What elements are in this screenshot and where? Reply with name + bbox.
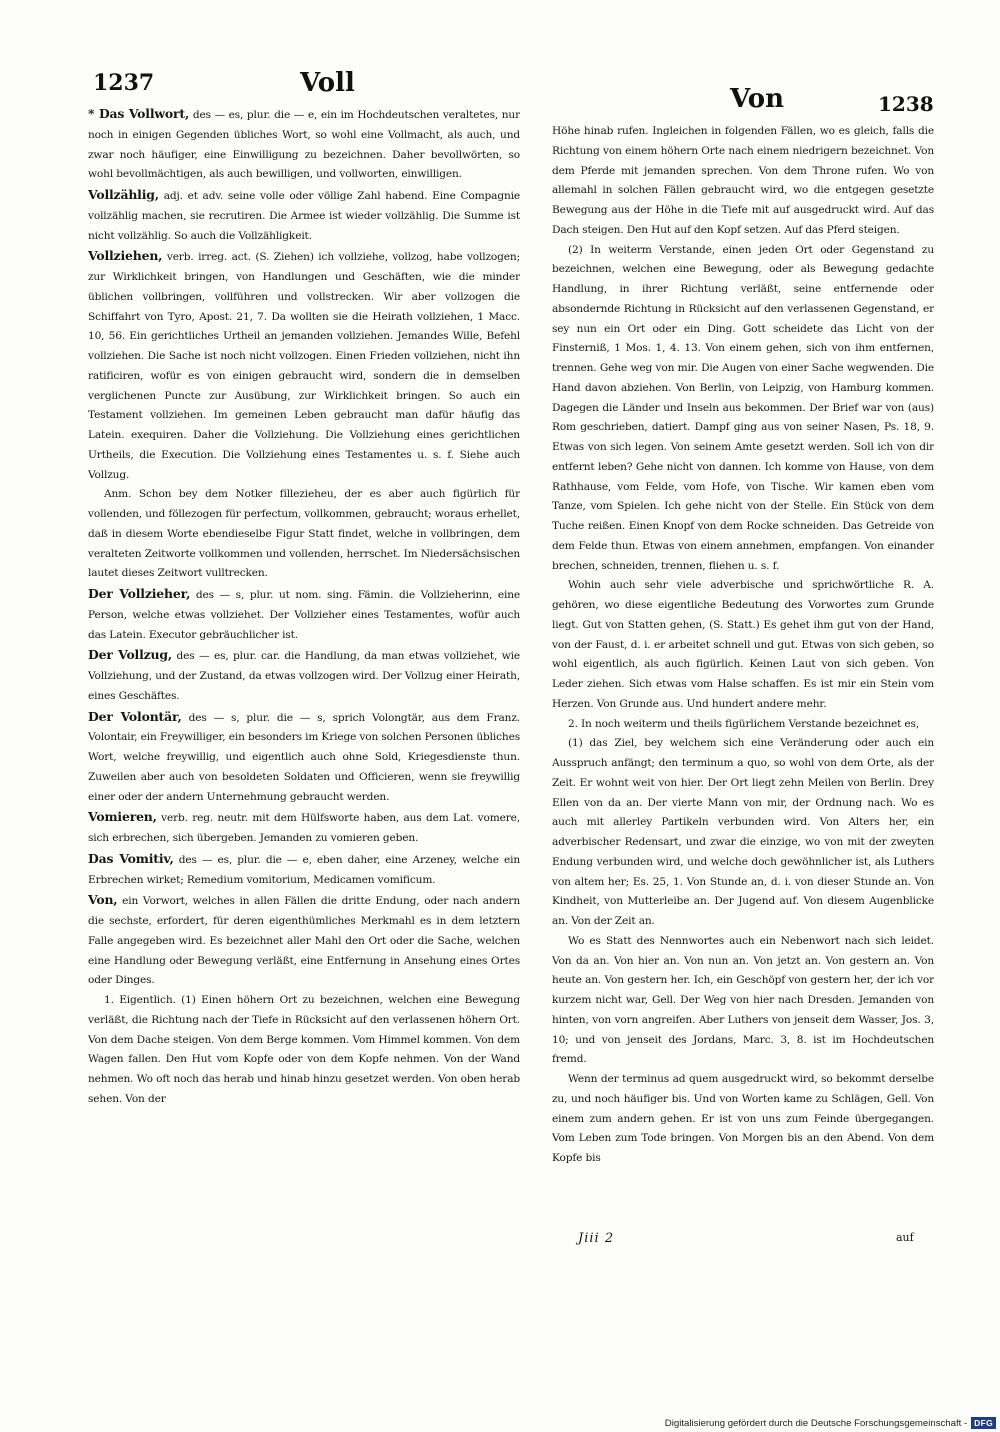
entry-text: verb. reg. neutr. mit dem Hülfsworte haben, aus dem Lat. vomere, sich erbrechen, sich übergeben. Jemanden zu vomieren geben. — [88, 812, 520, 844]
left-column-entry — [88, 584, 520, 645]
right-column-entry — [552, 932, 934, 1070]
running-head-left: Voll — [300, 68, 355, 98]
entry-text: Höhe hinab rufen. Ingleichen in folgenden Fällen, wo es gleich, falls die Richtung von einem höhern Orte nach einem niedrigern bezeichnet. Von dem Pferde mit jemanden sprechen. Von dem Throne rufen. Wo von allemahl in solchen Fällen gebraucht wird, wo die entgegen gesetzte Bewegung aus der Höhe in die Tiefe mit auf ausgedruckt wird. Auf das Dach steigen. Den Hut auf den Kopf setzen. Auf das Pferd steigen. — [552, 125, 934, 236]
left-column-entry — [88, 707, 520, 808]
right-column-entry — [552, 715, 934, 735]
left-column-entry — [88, 991, 520, 1110]
entry-text: 1. Eigentlich. (1) Einen höhern Ort zu bezeichnen, welchen eine Bewegung verläßt, die Richtung nach der Tiefe in Rücksicht auf den verlassenen höhern Ort. Von dem Dache steigen. Von dem Berge kommen. Vom Himmel kommen. Von dem Wagen fallen. Den Hut vom Kopfe oder von dem Kopfe nehmen. Von der Wand nehmen. Wo oft noch das herab und hinab hinzu gesetzet werden. Von oben herab sehen. Von der — [88, 994, 520, 1105]
entry-headword: * Das Vollwort, — [88, 106, 190, 121]
footer-text: Digitalisierung gefördert durch die Deutsche Forschungsgemeinschaft - — [664, 1417, 968, 1429]
entry-headword: Vomieren, — [88, 809, 157, 825]
left-column-entry — [88, 645, 520, 706]
left-column-entry — [88, 185, 520, 246]
entry-text: verb. irreg. act. (S. Ziehen) ich vollziehe, vollzog, habe vollzogen; zur Wirklichkeit bringen, von Handlungen und Geschäften, wie die minder üblichen vollbringen, vollführen und vollstrecken. Wir aber vollzogen die Schiffahrt von Tyro, Apost. 21, 7. Da wollten sie die Heirath vollziehen, 1 Macc. 10, 56. Ein gerichtliches Urtheil an jemanden vollziehen. Jemandes Wille, Befehl vollziehen. Die Sache ist noch nicht vollzogen. Einen Frieden vollziehen, nicht ihn ratificiren, wofür es von einigen gebraucht wird, sondern die in demselben verglichenen Puncte zur Ausübung, zur Wirklichkeit bringen. So auch ein Testament vollziehen. Im gemeinen Leben gebraucht man dafür häufig das Latein. exequiren. Daher die Vollziehung. Die Vollziehung eines gerichtlichen Urtheils, die Execution. Die Vollziehung eines Testamentes u. s. f. Siehe auch Vollzug. — [88, 251, 520, 481]
right-column-entry — [552, 122, 934, 241]
catchword: auf — [896, 1231, 914, 1244]
right-column — [552, 122, 934, 1232]
entry-text: 2. In noch weiterm und theils figürlichem Verstande bezeichnet es, — [568, 717, 920, 730]
left-column-entry — [88, 807, 520, 849]
entry-headword: Der Vollzieher, — [88, 586, 191, 601]
entry-text: Wohin auch sehr viele adverbische und sprichwörtliche R. A. gehören, wo diese eigentliche Bedeutung des Vorwortes zum Grunde liegt. Gut von Statten gehen, (S. Statt.) Es gehet ihm gut von der Hand, von der Faust, d. i. er arbeitet schnell und gut. Etwas von sich geben, so wohl eigentlich, als auch figürlich. Keinen Laut von sich geben. Von Leder ziehen. Sich etwas vom Halse schaffen. Es ist mir ein Stein vom Herzen. Von Grunde aus. Und hundert andere mehr. — [552, 579, 934, 710]
entry-text: Wenn der terminus ad quem ausgedruckt wird, so bekommt derselbe zu, und noch häufiger bis. Und von Worten kame zu Schlägen, Gell. Von einem zum andern gehen. Er ist von uns zum Feinde übergegangen. Vom Leben zum Tode bringen. Von Morgen bis an den Abend. Von dem Kopfe bis — [552, 1073, 934, 1164]
right-column-entry — [552, 734, 934, 932]
digitization-footer — [600, 1416, 996, 1430]
left-column-entry — [88, 246, 520, 485]
page-number-left: 1237 — [93, 70, 155, 96]
right-column-entry — [552, 1070, 934, 1169]
entry-text: Wo es Statt des Nennwortes auch ein Nebenwort nach sich leidet. Von da an. Von hier an. Von nun an. Von jetzt an. Von gestern an. Von heute an. Von gestern her. Ich, ein Geschöpf von gestern her, der ich vor kurzem nicht war, Gell. Der Weg von hier nach Dresden. Jemanden von hinten, von vorn angreifen. Aber Luthers von jenseit dem Wasser, Jos. 3, 10; und von jenseit des Jordans, Marc. 3, 8. ist im Hochdeutschen fremd. — [552, 934, 934, 1066]
entry-text: (2) In weiterm Verstande, einen jeden Ort oder Gegenstand zu bezeichnen, welchen eine Bewegung, oder als Bewegung gedachte Handlung, in ihrer Richtung verläßt, seine entfernende oder absondernde Richtung in Rücksicht auf den verlassenen Gegenstand, er sey nun ein Ort oder ein Ding. Gott scheidete das Licht von der Finsterniß, 1 Mos. 1, 4. 13. Von einem gehen, sich von ihm entfernen, trennen. Gehe weg von mir. Die Augen von einer Sache wegwenden. Die Hand davon abziehen. Von Berlin, von Leipzig, von Hamburg kommen. Dagegen die Länder und Inseln aus bekommen. Der Brief war von (aus) Rom geschrieben, datiert. Dampf ging aus von seiner Nasen, Ps. 18, 9. Etwas von sich legen. Von seinem Amte gesetzt werden. Soll ich von dir entfernt leben? Gehe nicht von dannen. Ich komme von Hause, von dem Rathhause, vom Felde, vom Hofe, von Tische. Wir kamen eben vom Tanze, vom Spielen. Ich gehe nicht von der Stelle. Ein Stück von dem Tuche reißen. Einen Knopf von dem Rocke schneiden. Das Getreide von dem Felde thun. Etwas von einem annehmen, empfangen. Von einander brechen, schneiden, trennen, fliehen u. s. f. — [552, 243, 934, 572]
entry-text: ein Vorwort, welches in allen Fällen die dritte Endung, oder nach andern die sechste, erfordert, für deren eigenthümliches Merkmahl es in dem letztern Falle angegeben wird. Es bezeichnet aller Mahl den Ort oder die Sache, welchen eine Handlung oder Bewegung verläßt, eine Entfernung in Ansehung eines Ortes oder Dinges. — [88, 895, 520, 987]
entry-headword: Vollziehen, — [88, 248, 163, 264]
entry-text: des — s, plur. die — s, sprich Volongtär, aus dem Franz. Volontair, ein Freywilliger, ein besonders im Kriege von solchen Personen übliches Wort, welche freywillig, und eigentlich auch ohne Sold, Kriegesdienste thun. Zuweilen aber auch von besoldeten Soldaten und Officieren, wenn sie freywillig einer oder der andern Unternehmung gebraucht werden. — [88, 711, 520, 803]
left-column-entry — [88, 104, 520, 185]
signature-mark: Jiii 2 — [578, 1231, 615, 1246]
entry-headword: Der Vollzug, — [88, 647, 173, 663]
entry-headword: Das Vomitiv, — [88, 850, 174, 866]
entry-text: Anm. Schon bey dem Notker fillezieheu, der es aber auch figürlich für vollenden, und föllezogen für perfectum, vollkommen, gebraucht; woraus erhellet, daß in diesem Worte ebendieselbe Figur Statt findet, welche in vollbringen, dem veralteten Zeitworte vollkommen und vollenden, herrschet. Im Niedersächsischen lautet dieses Zeitwort vulltrecken. — [88, 488, 520, 580]
entry-text: des — es, plur. die — e, ein im Hochdeutschen veraltetes, nur noch in einigen Gegenden übliches Wort, so wohl eine Vollmacht, als auch, und zwar noch häufiger, eine Einwilligung zu bezeichnen. Daher bevollwörten, so wohl bevollmächtigen, als auch bewilligen, und vollworten, einwilligen. — [88, 109, 520, 181]
right-column-entry — [552, 241, 934, 577]
left-column-entry — [88, 890, 520, 991]
entry-text: (1) das Ziel, bey welchem sich eine Veränderung oder auch ein Ausspruch anfängt; den terminum a quo, so wohl von dem Orte, als der Zeit. Er wohnt weit von hier. Der Ort liegt zehn Meilen von Berlin. Drey Ellen von da an. Der vierte Mann von mir, der Ordnung nach. Wo es auch mit allerley Partikeln verbunden wird. Von Alters her, ein adverbischer Redensart, und zwar die einzige, wo von mit der zweyten Endung verbunden wird, und welche doch gewöhnlicher ist, als Luthers von altem her; Es. 25, 1. Von Stunde an, d. i. von dieser Stunde an. Von Kindheit, von Mutterleibe an. Der Jugend auf. Von diesem Augenblicke an. Von der Zeit an. — [552, 737, 934, 927]
dfg-logo: DFG — [971, 1417, 996, 1429]
running-head-right: Von — [730, 84, 785, 114]
entry-text: des — es, plur. car. die Handlung, da man etwas vollziehet, wie Vollziehung, und der Zustand, da etwas vollzogen wird. Der Vollzug einer Heirath, eines Geschäftes. — [88, 650, 520, 702]
entry-headword: Von, — [88, 892, 118, 908]
left-column-entry — [88, 485, 520, 584]
left-column-entry — [88, 849, 520, 891]
page-number-right: 1238 — [878, 92, 934, 116]
right-column-entry — [552, 576, 934, 714]
entry-text: des — es, plur. die — e, eben daher, eine Arzeney, welche ein Erbrechen wirket; Remedium vomitorium, Medicamen vomificum. — [88, 853, 520, 886]
left-column — [88, 104, 520, 1214]
entry-headword: Vollzählig, — [88, 187, 159, 202]
entry-text: des — s, plur. ut nom. sing. Fämin. die Vollzieherinn, eine Person, welche etwas vollziehet. Der Vollzieher eines Testamentes, wofür auch das Latein. Executor gebräuchlicher ist. — [88, 589, 520, 641]
entry-text: adj. et adv. seine volle oder völlige Zahl habend. Eine Compagnie vollzählig machen, sie recrutiren. Die Armee ist wieder vollzählig. Die Summe ist nicht vollzählig. So auch die Vollzähligkeit. — [88, 190, 520, 242]
entry-headword: Der Volontär, — [88, 708, 182, 724]
